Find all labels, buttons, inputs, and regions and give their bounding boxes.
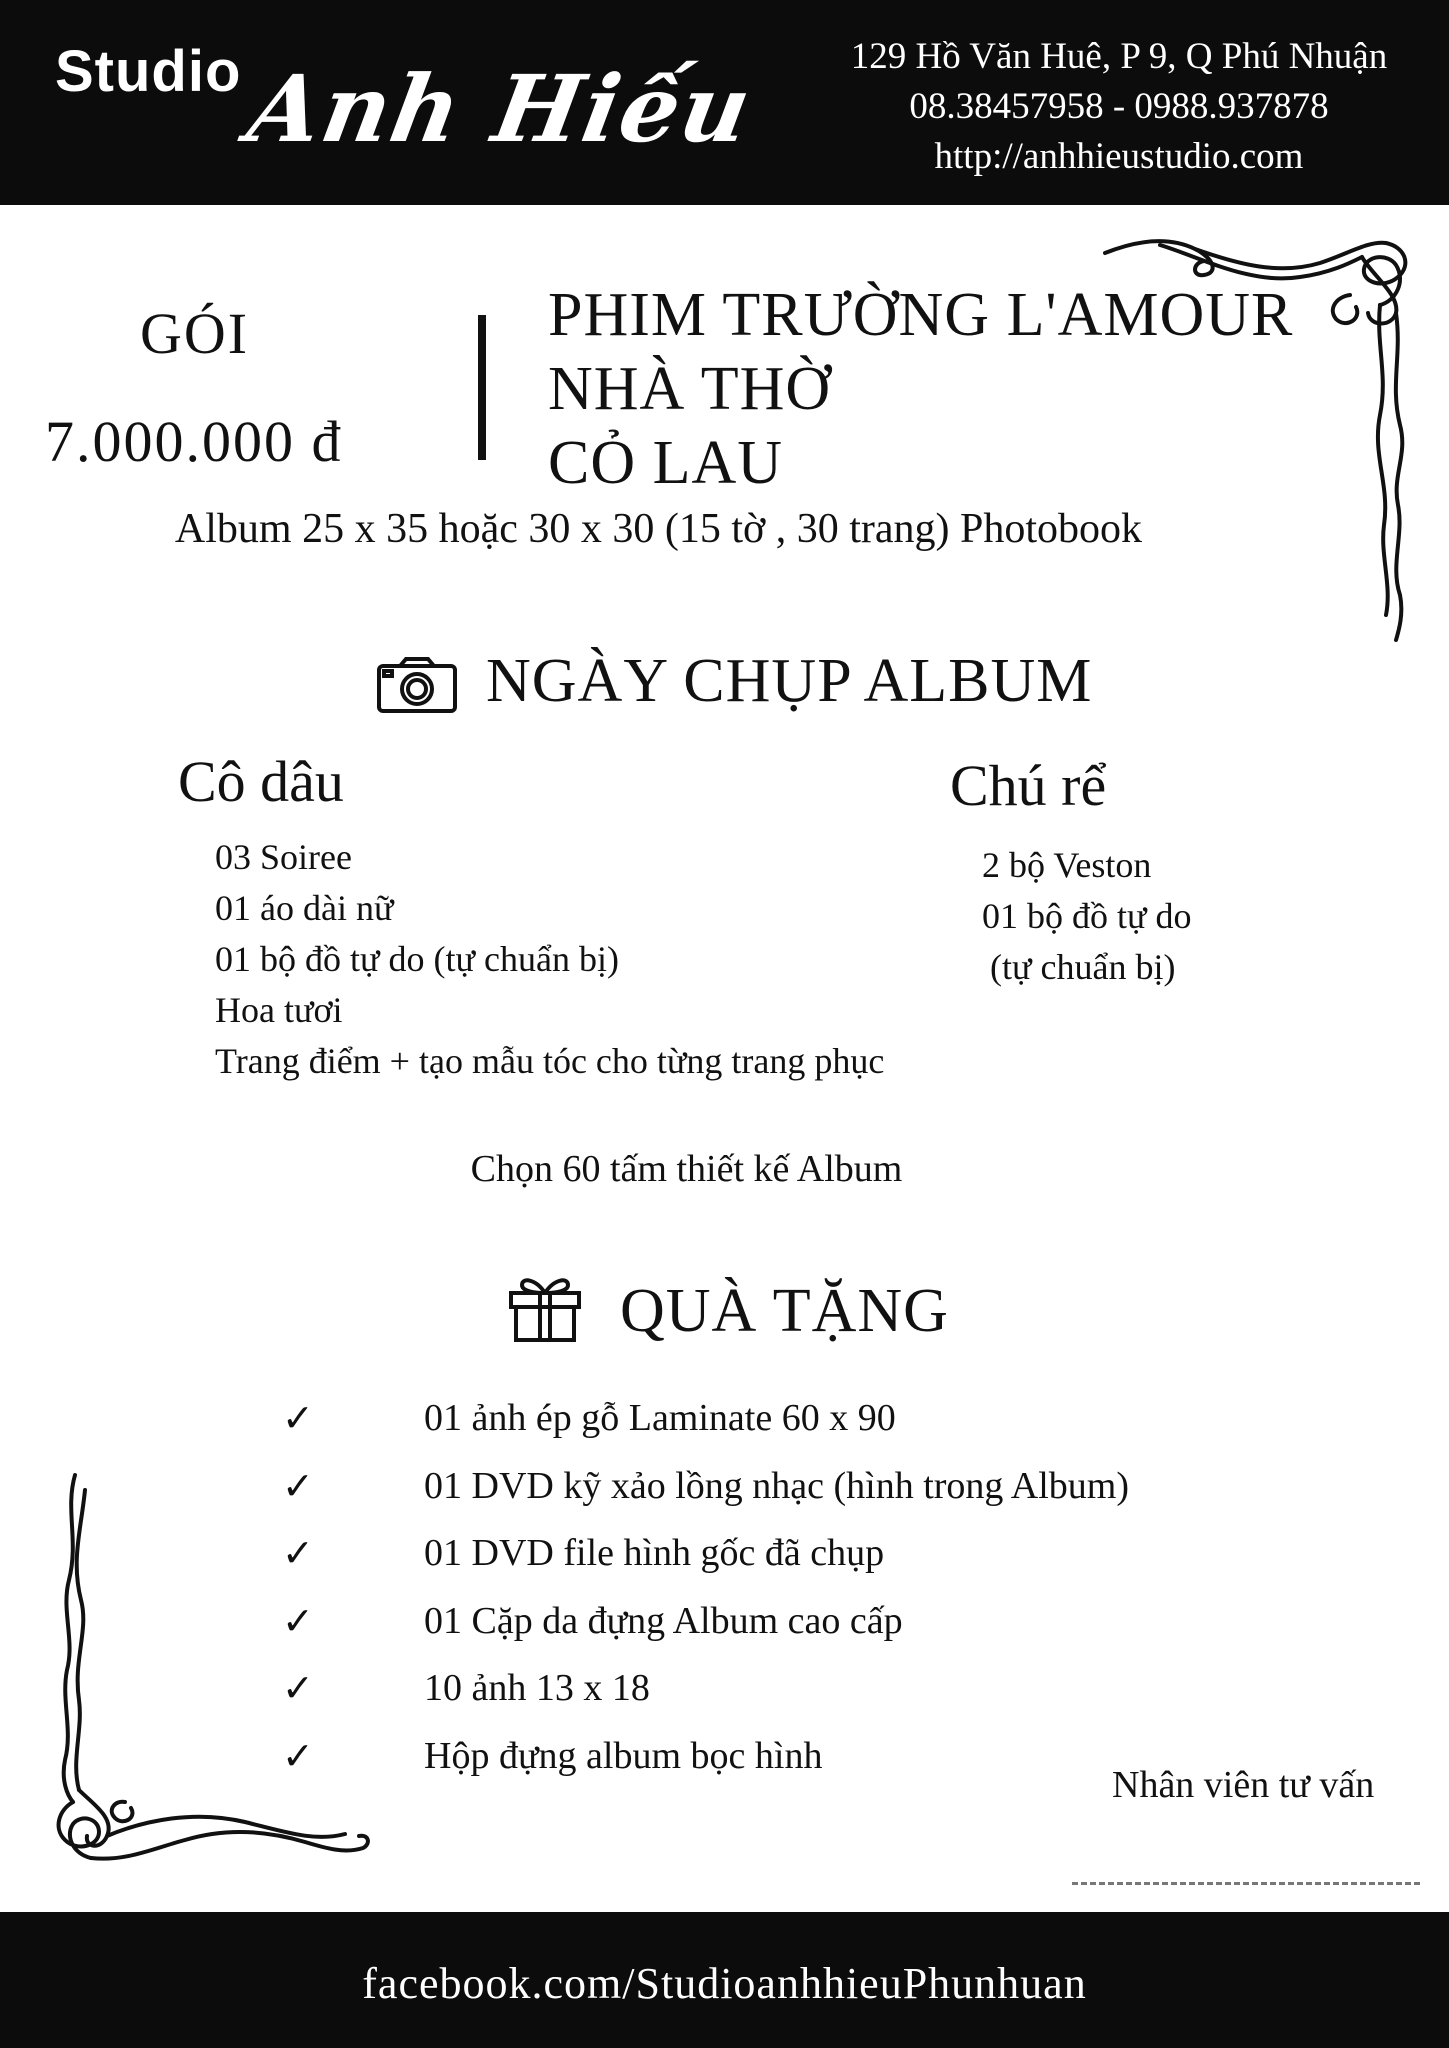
locations-list — [548, 278, 1293, 500]
check-icon: ✓ — [282, 1598, 314, 1643]
gift-item-text: 01 ảnh ép gỗ Laminate 60 x 90 — [424, 1397, 896, 1439]
footer-bar — [0, 1912, 1449, 2048]
bride-item: 03 Soiree — [215, 837, 352, 877]
bride-item: 01 bộ đồ tự do (tự chuẩn bị) — [215, 939, 619, 979]
check-icon: ✓ — [282, 1396, 314, 1440]
shoot-section-title: NGÀY CHỤP ALBUM — [486, 647, 1093, 715]
groom-items — [982, 840, 1192, 993]
groom-item: 01 bộ đồ tự do — [982, 896, 1192, 936]
location-item: NHÀ THỜ — [548, 355, 832, 423]
corner-ornament-bottom-left-icon — [45, 1470, 375, 1870]
location-item: PHIM TRƯỜNG L'AMOUR — [548, 281, 1294, 349]
bride-items — [215, 832, 884, 1087]
camera-icon — [376, 656, 458, 714]
website-link[interactable]: http://anhhieustudio.com — [934, 136, 1304, 177]
gift-item-text: 10 ảnh 13 x 18 — [424, 1667, 650, 1709]
check-icon: ✓ — [282, 1463, 314, 1508]
bride-title: Cô dâu — [178, 749, 344, 814]
package-price: 7.000.000 đ — [45, 409, 343, 474]
album-selection-text: Chọn 60 tấm thiết kế Album — [470, 1148, 903, 1190]
gift-item-text: 01 Cặp da đựng Album cao cấp — [424, 1599, 903, 1642]
groom-title: Chú rể — [950, 753, 1107, 818]
facebook-link[interactable]: facebook.com/StudioanhhieuPhunhuan — [362, 1959, 1087, 2008]
groom-item: 2 bộ Veston — [982, 845, 1152, 885]
address: 129 Hồ Văn Huê, P 9, Q Phú Nhuận — [850, 36, 1388, 77]
album-spec — [0, 505, 1449, 553]
gift-item-text: 01 DVD file hình gốc đã chụp — [424, 1532, 885, 1574]
bride-item: Trang điểm + tạo mẫu tóc cho từng trang phục — [215, 1041, 885, 1081]
gift-icon — [508, 1271, 582, 1343]
signature-line — [1072, 1882, 1420, 1885]
divider — [478, 315, 486, 460]
check-icon: ✓ — [282, 1733, 314, 1778]
check-icon: ✓ — [282, 1666, 314, 1710]
logo-studio-text: Studio — [55, 39, 242, 104]
package-label: GÓI — [140, 301, 250, 366]
phone: 08.38457958 - 0988.937878 — [909, 86, 1329, 127]
gift-section-title: QUÀ TẶNG — [620, 1277, 949, 1345]
location-item: CỎ LAU — [548, 429, 784, 497]
bride-item: 01 áo dài nữ — [215, 888, 394, 928]
consultant-label: Nhân viên tư vấn — [1112, 1764, 1375, 1806]
check-icon: ✓ — [282, 1531, 314, 1575]
contact-info — [819, 32, 1419, 182]
gift-item-text: Hộp đựng album bọc hình — [424, 1734, 823, 1777]
album-spec-text: Album 25 x 35 hoặc 30 x 30 (15 tờ , 30 trang) Photobook — [174, 506, 1143, 552]
header-bar — [0, 0, 1449, 205]
logo-name-text: Anh Hiếu — [240, 55, 761, 163]
groom-item: (tự chuẩn bị) — [990, 947, 1176, 987]
bride-item: Hoa tươi — [215, 990, 343, 1030]
gift-item-text: 01 DVD kỹ xảo lồng nhạc (hình trong Album) — [424, 1464, 1130, 1507]
album-selection-note — [0, 1147, 1449, 1191]
